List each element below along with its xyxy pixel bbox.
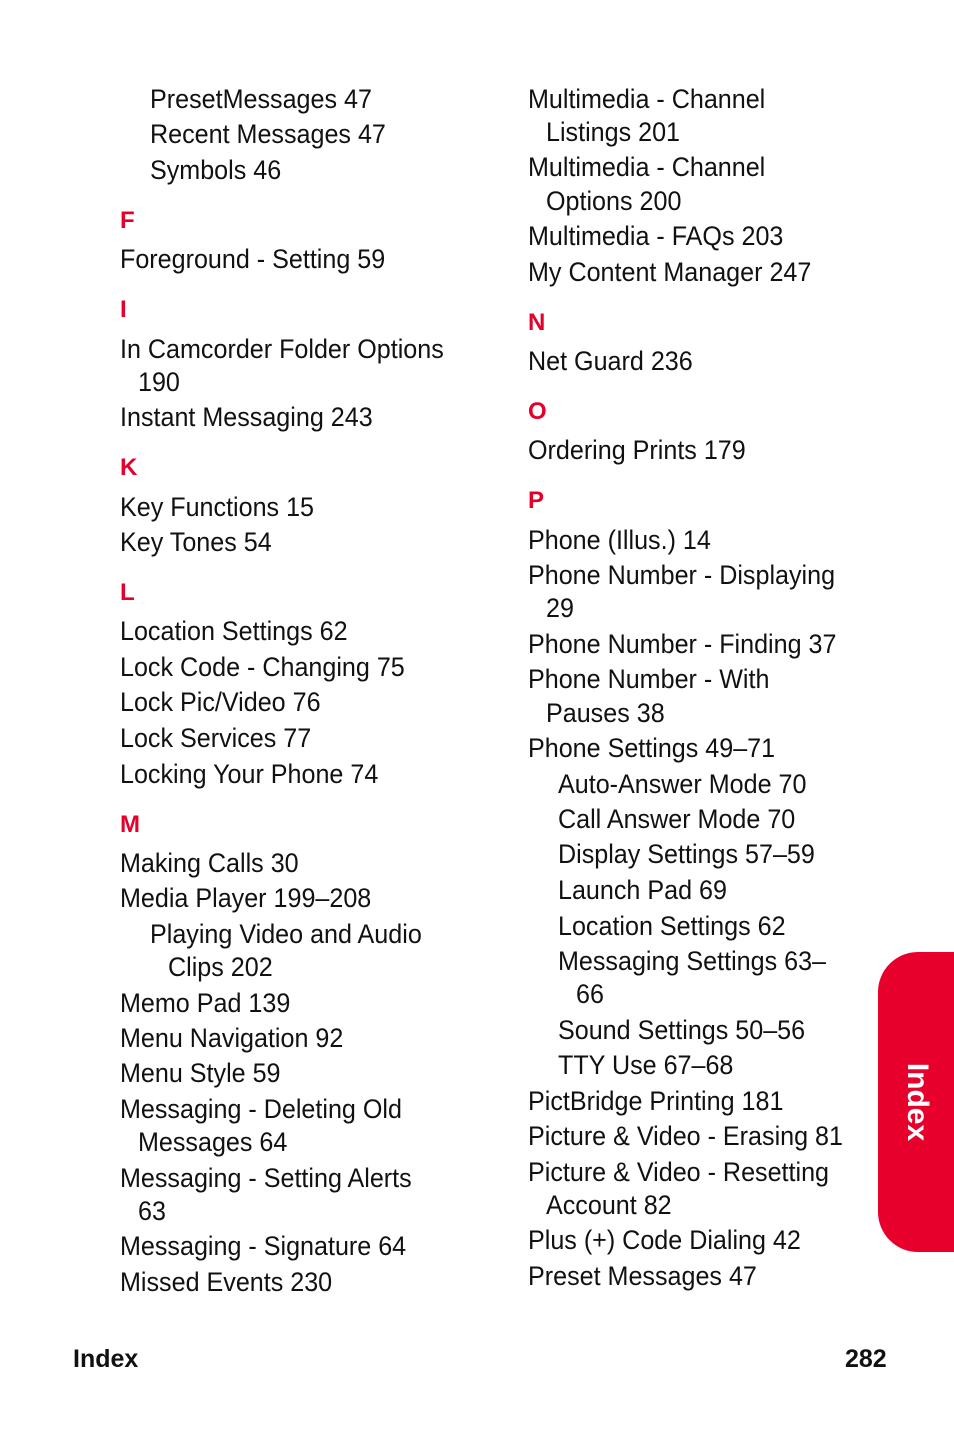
footer-section-title: Index xyxy=(73,1345,139,1373)
index-entry: Lock Pic/Video 76 xyxy=(120,687,321,717)
index-entry: My Content Manager 247 xyxy=(528,257,812,287)
index-letter-heading: L xyxy=(120,579,135,606)
index-subentry: Messages 64 xyxy=(138,1127,288,1157)
index-subentry: 29 xyxy=(546,593,574,623)
index-entry: Messaging - Deleting Old xyxy=(120,1094,402,1124)
index-entry: In Camcorder Folder Options xyxy=(120,334,444,364)
index-letter-heading: N xyxy=(528,309,546,336)
index-subentry: Location Settings 62 xyxy=(558,911,786,941)
index-entry: Making Calls 30 xyxy=(120,848,299,878)
index-entry: Missed Events 230 xyxy=(120,1267,333,1297)
index-letter-heading: K xyxy=(120,454,138,481)
index-entry: Foreground - Setting 59 xyxy=(120,244,386,274)
index-entry: Messaging - Setting Alerts xyxy=(120,1163,412,1193)
index-subentry: Account 82 xyxy=(546,1190,672,1220)
index-letter-heading: P xyxy=(528,487,545,514)
index-letter-heading: M xyxy=(120,811,140,838)
index-subentry: Options 200 xyxy=(546,186,682,216)
index-entry: Locking Your Phone 74 xyxy=(120,759,379,789)
index-entry: Phone (Illus.) 14 xyxy=(528,525,711,555)
index-letter-heading: O xyxy=(528,398,547,425)
index-subentry: Recent Messages 47 xyxy=(150,119,386,149)
index-entry: Plus (+) Code Dialing 42 xyxy=(528,1225,801,1255)
index-subentry: Symbols 46 xyxy=(150,155,282,185)
index-entry: Phone Number - With xyxy=(528,664,770,694)
index-letter-heading: I xyxy=(120,296,127,323)
index-letter-heading: F xyxy=(120,207,135,234)
index-entry: Multimedia - Channel xyxy=(528,84,766,114)
index-entry: Ordering Prints 179 xyxy=(528,435,746,465)
index-subentry: 66 xyxy=(576,979,604,1009)
index-subentry: 63 xyxy=(138,1196,166,1226)
index-entry: Lock Code - Changing 75 xyxy=(120,652,405,682)
index-entry: Menu Navigation 92 xyxy=(120,1023,344,1053)
index-entry: Messaging - Signature 64 xyxy=(120,1231,407,1261)
index-subentry: Sound Settings 50–56 xyxy=(558,1015,806,1045)
index-entry: Phone Number - Finding 37 xyxy=(528,629,837,659)
index-entry: Lock Services 77 xyxy=(120,723,312,753)
index-subentry: Clips 202 xyxy=(168,952,273,982)
index-entry: Memo Pad 139 xyxy=(120,988,291,1018)
index-subentry: Pauses 38 xyxy=(546,698,665,728)
index-entry: Multimedia - FAQs 203 xyxy=(528,221,784,251)
index-entry: Media Player 199–208 xyxy=(120,883,372,913)
index-subentry: Playing Video and Audio xyxy=(150,919,422,949)
index-entry: PictBridge Printing 181 xyxy=(528,1086,784,1116)
index-subentry: Call Answer Mode 70 xyxy=(558,804,796,834)
index-subentry: 190 xyxy=(138,367,180,397)
index-entry: Instant Messaging 243 xyxy=(120,402,373,432)
index-subentry: Display Settings 57–59 xyxy=(558,839,815,869)
index-entry: Key Functions 15 xyxy=(120,492,315,522)
index-entry: Phone Settings 49–71 xyxy=(528,733,776,763)
index-entry: Preset Messages 47 xyxy=(528,1261,757,1291)
index-entry: Key Tones 54 xyxy=(120,527,272,557)
index-entry: Location Settings 62 xyxy=(120,616,348,646)
index-subentry: Messaging Settings 63– xyxy=(558,946,827,976)
index-subentry: Listings 201 xyxy=(546,117,681,147)
index-entry: Net Guard 236 xyxy=(528,346,693,376)
index-entry: Picture & Video - Erasing 81 xyxy=(528,1121,843,1151)
index-subentry: PresetMessages 47 xyxy=(150,84,372,114)
index-subentry: Auto-Answer Mode 70 xyxy=(558,769,807,799)
footer-page-number: 282 xyxy=(845,1345,887,1373)
index-entry: Multimedia - Channel xyxy=(528,152,766,182)
index-side-tab-label: Index xyxy=(901,1062,934,1142)
index-entry: Picture & Video - Resetting xyxy=(528,1157,830,1187)
index-subentry: Launch Pad 69 xyxy=(558,875,727,905)
index-subentry: TTY Use 67–68 xyxy=(558,1050,734,1080)
index-entry: Menu Style 59 xyxy=(120,1058,281,1088)
index-entry: Phone Number - Displaying xyxy=(528,560,836,590)
